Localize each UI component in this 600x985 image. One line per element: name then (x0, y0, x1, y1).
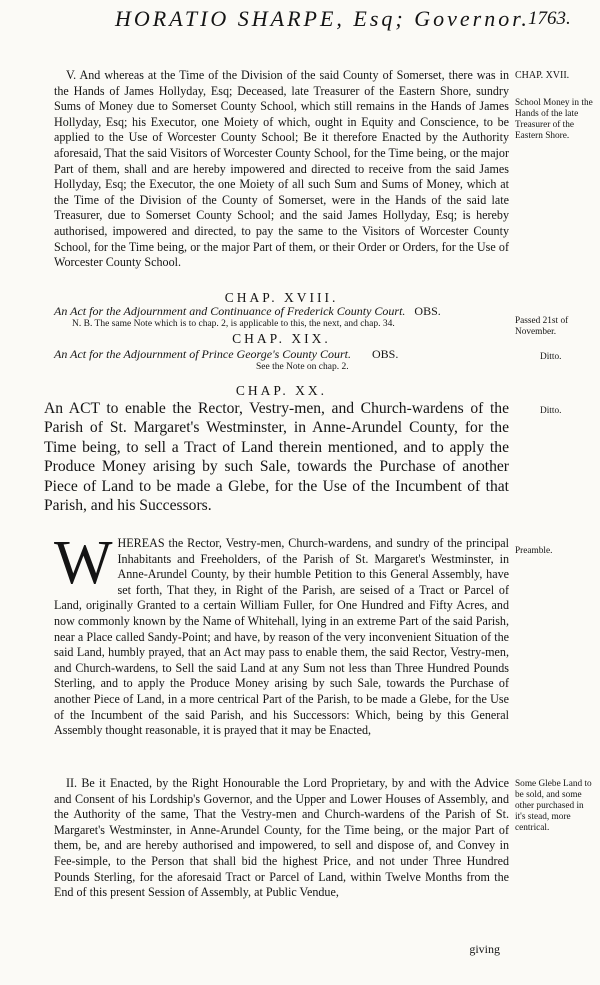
catchword: giving (469, 942, 500, 956)
chap-20-act-title: An ACT to enable the Rector, Vestry-men, and Church-wardens of the Parish of St. Margaret's Westminster, in Anne-Arundel County, for the Time being, to sell a Tract of Land therein mentioned, and to apply the Produce Money arising by such Sale, towards the Purchase of another Piece of Land to be made a Glebe, for the Use of the Incumbent of that Parish, and his Successors. (44, 400, 509, 515)
preamble-body: HEREAS the Rector, Vestry-men, Church-wardens, and sundry of the principal Inhabitants and Freeholders, of the Parish of St. Margaret's Westminster, in Anne-Arundel County, by their humble Petition to this General Assembly, have set forth, That they, in Right of the Parish, are seised of a Tract or Parcel of Land, originally Granted to a certain William Fuller, for One Hundred and Fifty Acres, and now commonly known by the Name of Whitehall, lying in an extreme Part of the said Parish, near a Place called Sandy-Point; and have, by reason of the very inconvenient Situation of the said Land, humbly prayed, that an Act may pass to enable them, the said Rector, Vestry-men, and Church-wardens, to Sell the said Land at any Sum not less than Three Hundred Pounds Sterling, and to apply the Produce Money arising by such Sale, towards the Purchase of another Piece of Land, in a more centrical Part of the Parish, to be made a Glebe, for the Use of the Incumbent of the said Parish, and his Successors: Which, being by this General Assembly thought reasonable, it is prayed that it may be Enacted, (54, 536, 509, 738)
chap-19-heading: CHAP. XIX. (232, 331, 331, 346)
preamble-drop-cap: W (54, 529, 113, 597)
chap-18-act-title (54, 304, 441, 319)
chap-18-note: N. B. The same Note which is to chap. 2, is applicable to this, the next, and chap. 34. (72, 319, 395, 329)
margin-note-glebe: Some Glebe Land to be sold, and some other purchased in it's stead, more centrical. (515, 779, 592, 833)
chap-19-act-text: An Act for the Adjournment of Prince George's County Court. (54, 347, 351, 361)
preamble-text (54, 529, 509, 739)
chap-20-heading: CHAP. XX. (235, 383, 328, 398)
running-header-title: HORATIO SHARPE, Esq; Governor. (115, 6, 530, 31)
chap-19-obs: OBS. (371, 347, 399, 361)
margin-note-ditto-2: Ditto. (540, 406, 562, 416)
chap-18-heading: CHAP. XVIII. (224, 290, 339, 305)
chap-18-obs: OBS. (414, 304, 441, 318)
margin-note-ditto-1: Ditto. (540, 352, 562, 362)
chap-19-act-title (54, 347, 398, 362)
page-year: 1763. (528, 8, 571, 29)
chap-19-note: See the Note on chap. 2. (256, 362, 349, 372)
margin-note-passed: Passed 21st of November. (515, 316, 569, 337)
chap-18-act-text: An Act for the Adjournment and Continuance of Frederick County Court. (54, 304, 406, 318)
margin-note-preamble: Preamble. (515, 546, 553, 556)
section-v-text: V. And whereas at the Time of the Division of the said County of Somerset, there was in the Hands of James Hollyday, Esq; Deceased, late Treasurer of the Eastern Shore, sundry Sums of Money due to Somerset County School, which still remains in the Hands of James Hollyday, Esq; his Executor, one Moiety of which, ought in Equity and Conscience, to be applied to the Use of Worcester County School; Be it therefore Enacted by the Authority aforesaid, That the said Visitors of Worcester County School, for the Time being, or the major Part of them, shall and are hereby impowered and directed to receive from the said James Hollyday, Esq; the Executor, the one Moiety of all such Sum and Sums of Money, which at the Time of the Division of the County of Somerset, were in the Hands of the said late Treasurer, due to Somerset County School; and the said James Hollyday, Esq; is hereby authorised, impowered and directed, to pay the same to the Visitors of Worcester County School, for the Time being, or the major Part of them, or their Order or Orders, for the Use of Worcester County School. (54, 68, 509, 270)
margin-note-school-money: School Money in the Hands of the late Treasurer of the Eastern Shore. (515, 98, 593, 141)
section-ii-text: II. Be it Enacted, by the Right Honourable the Lord Proprietary, by and with the Advice and Consent of his Lordship's Governor, and the Upper and Lower Houses of Assembly, and the Authority of the same, That the Vestry-men and Church-wardens of the Parish of St. Margaret's Westminster, in Anne-Arundel County, for the Time being, or the major Part of them, be, and are hereby authorised and impowered, to sell and dispose of, and Convey in Fee-simple, to the Person that shall bid the highest Price, and not under Three Hundred Pounds Sterling, for the aforesaid Tract or Parcel of Land, within Twelve Months from the End of this present Session of Assembly, at Public Vendue, (54, 776, 509, 900)
margin-chap-label: CHAP. XVII. (515, 70, 570, 81)
